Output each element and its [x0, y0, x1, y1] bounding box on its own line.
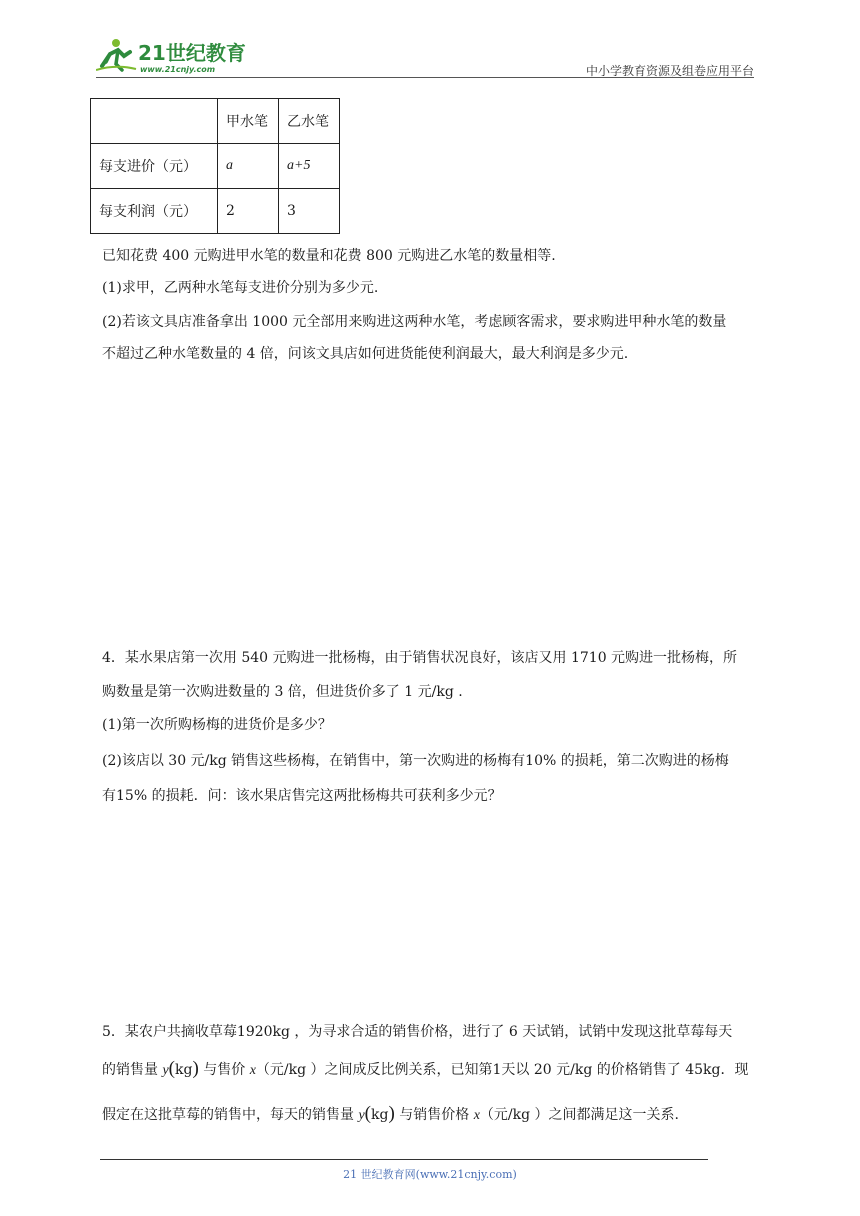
q4-line1: 4．某水果店第一次用 540 元购进一批杨梅，由于销售状况良好，该店又用 1710 元购进一批杨梅，所 [102, 650, 738, 666]
site-logo [96, 36, 261, 76]
svg-text:21世纪教育: 21世纪教育 [138, 41, 246, 65]
q5-line3: 假定在这批草莓的销售中，每天的销售量 y(kg) 与销售价格 x（元/kg ）之间都满足这一关系. [102, 1103, 679, 1124]
q5-line1: 5．某农户共摘收草莓1920kg ，为寻求合适的销售价格，进行了 6 天试销，试销中发现这批草莓每天 [102, 1024, 733, 1040]
site-tagline: 中小学教育资源及组卷应用平台 [585, 64, 754, 78]
table-row-label: 每支利润（元） [91, 189, 218, 234]
table-row-label: 每支进价（元） [91, 144, 218, 189]
q3-part2-line2: 不超过乙种水笔数量的 4 倍，问该文具店如何进货能使利润最大，最大利润是多少元. [102, 346, 629, 362]
footer-link[interactable]: 21 世纪教育网(www.21cnjy.com) [343, 1168, 517, 1181]
q4-part2-line1: (2)该店以 30 元/kg 销售这些杨梅，在销售中，第一次购进的杨梅有10% 的损耗，第二次购进的杨梅 [102, 753, 729, 769]
table-row [91, 189, 340, 234]
math-var-x: x [473, 1108, 480, 1123]
svg-text:www.21cnjy.com: www.21cnjy.com [140, 65, 216, 74]
q4-part1: (1)第一次所购杨梅的进货价是多少？ [102, 717, 332, 733]
q5-text: （元/kg ）之间都满足这一关系. [479, 1107, 679, 1123]
table-header-cell: 甲水笔 [218, 99, 279, 144]
q3-part1: (1)求甲，乙两种水笔每支进价分别为多少元. [102, 280, 379, 296]
q5-line2: 的销售量 y(kg) 与售价 x（元/kg ）之间成反比例关系，已知第1天以 20 元/kg 的价格销售了 45kg．现 [102, 1058, 749, 1079]
q5-text: （元/kg ）之间成反比例关系，已知第1天以 20 元/kg 的价格销售了 45kg．现 [255, 1062, 749, 1078]
pen-price-table [90, 98, 340, 234]
table-row [91, 144, 340, 189]
math-var-y: y [162, 1063, 169, 1078]
table-header-cell: 乙水笔 [279, 99, 340, 144]
table-header-row [91, 99, 340, 144]
q3-intro: 已知花费 400 元购进甲水笔的数量和花费 800 元购进乙水笔的数量相等. [102, 248, 556, 264]
q5-text: 假定在这批草莓的销售中，每天的销售量 [102, 1107, 359, 1123]
q5-text: 的销售量 [102, 1062, 163, 1078]
table-cell: a+5 [279, 144, 340, 189]
q3-part2-line1: (2)若该文具店准备拿出 1000 元全部用来购进这两种水笔，考虑顾客需求，要求购进甲种水笔的数量 [102, 314, 727, 330]
math-unit-kg: kg [371, 1107, 389, 1123]
header-divider [96, 77, 754, 78]
footer-divider [100, 1159, 708, 1160]
table-cell: a [218, 144, 279, 189]
table-cell: 3 [279, 189, 340, 234]
table-corner-cell [91, 99, 218, 144]
q4-part2-line2: 有15% 的损耗．问：该水果店售完这两批杨梅共可获利多少元？ [102, 788, 502, 804]
q4-line2: 购数量是第一次购进数量的 3 倍，但进货价多了 1 元/kg . [102, 684, 463, 700]
math-unit-kg: kg [175, 1062, 193, 1078]
q5-text: 与销售价格 [394, 1107, 474, 1123]
math-var-y: y [358, 1108, 365, 1123]
q5-text: 与售价 [198, 1062, 250, 1078]
math-var-x: x [249, 1063, 256, 1078]
table-cell: 2 [218, 189, 279, 234]
